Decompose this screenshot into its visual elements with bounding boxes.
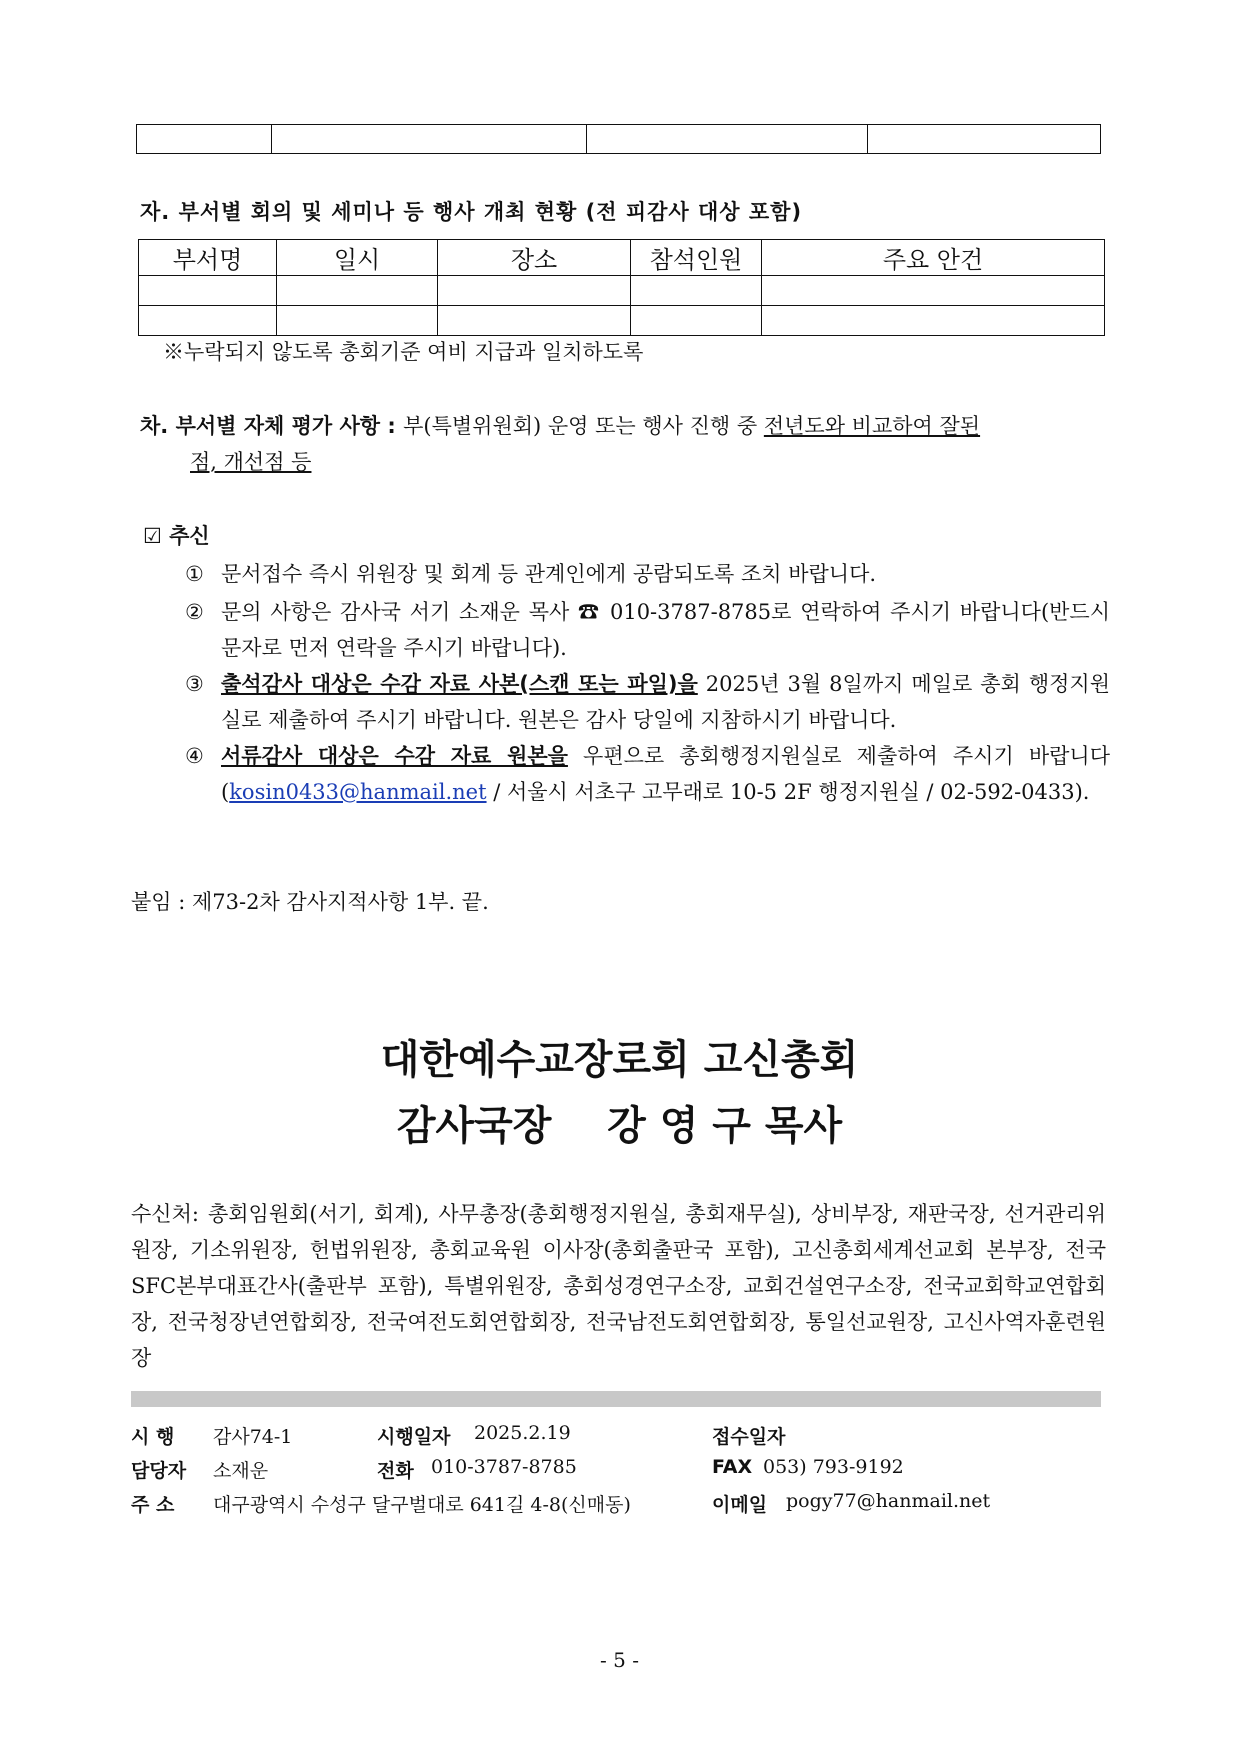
fax-label: FAX bbox=[712, 1456, 753, 1478]
header-agenda: 주요 안건 bbox=[762, 240, 1105, 276]
table-row bbox=[137, 125, 1101, 154]
section-ja-title: 자. 부서별 회의 및 세미나 등 행사 개최 현황 (전 피감사 대상 포함) bbox=[140, 200, 803, 224]
header-dept: 부서명 bbox=[139, 240, 277, 276]
section-cha-title: 차. 부서별 자체 평가 사항 bbox=[140, 414, 381, 438]
chusin-item: ① 문서접수 즉시 위원장 및 회계 등 관계인에게 공람되도록 조치 바랍니다. bbox=[185, 562, 877, 586]
page-number: - 5 - bbox=[600, 1648, 639, 1672]
section-cha-underlined: 전년도와 비교하여 잘된 bbox=[763, 414, 981, 438]
chusin-heading: ☑ 추신 bbox=[143, 524, 210, 548]
signer-title: 감사국장 강 영 구 목사 bbox=[396, 1103, 843, 1149]
phone-label: 전화 bbox=[377, 1460, 414, 1482]
event-table bbox=[138, 239, 1105, 336]
sihaeng-date-value: 2025.2.19 bbox=[474, 1422, 571, 1444]
section-ja-note: ※누락되지 않도록 총회기준 여비 지급과 일치하도록 bbox=[163, 340, 644, 364]
table-row bbox=[139, 276, 1105, 306]
fax-value: 053) 793-9192 bbox=[763, 1456, 904, 1478]
phone-value: 010-3787-8785 bbox=[431, 1456, 577, 1478]
org-title: 대한예수교장로회 고신총회 bbox=[380, 1037, 859, 1083]
recipients: 수신처: 총회임원회(서기, 회계), 사무총장(총회행정지원실, 총회재무실), 상비부장, 재판국장, 선거관리위원장, 기소위원장, 헌법위원장, 총회교육원 이사장(총회출판국 포함), 고신총회세계선교회 본부장, 전국SFC본부대표간사(출판부 포함), 특별위원장, 총회성경연구소장, 교회건설연구소장, 전국교회학교연합회장, 전국청장년연합회장, 전국여전도회연합회장, 전국남전도회연합회장, 통일선교원장, 고신사역자훈련원장 bbox=[131, 1202, 1106, 1370]
section-cha-underlined-2: 점, 개선점 등 bbox=[190, 450, 312, 474]
address-value: 대구광역시 수성구 달구벌대로 641길 4-8(신매동) bbox=[213, 1494, 631, 1516]
table-row bbox=[139, 306, 1105, 336]
table-header-row bbox=[139, 240, 1105, 276]
table-cell bbox=[868, 125, 1101, 154]
chusin-item: ④ 서류감사 대상은 수감 자료 원본을 우편으로 총회행정지원실로 제출하여 주시기 바랍니다(kosin0433@hanmail.net / 서울시 서초구 고무래로 10-5 2F 행정지원실 / 02-592-0433). bbox=[185, 744, 1110, 804]
sihaeng-label: 시 행 bbox=[131, 1426, 175, 1448]
header-attendees: 참석인원 bbox=[631, 240, 762, 276]
email-value: pogy77@hanmail.net bbox=[786, 1490, 991, 1512]
manager-label: 담당자 bbox=[131, 1460, 187, 1482]
table-cell bbox=[272, 125, 587, 154]
jeopsu-label: 접수일자 bbox=[712, 1426, 786, 1448]
chusin-item: ② 문의 사항은 감사국 서기 소재운 목사 ☎ 010-3787-8785로 연락하여 주시기 바랍니다(반드시 문자로 먼저 연락을 주시기 바랍니다). bbox=[185, 600, 1110, 660]
header-place: 장소 bbox=[438, 240, 631, 276]
header-date: 일시 bbox=[277, 240, 438, 276]
top-table bbox=[136, 124, 1101, 154]
table-cell bbox=[587, 125, 868, 154]
email-link[interactable]: kosin0433@hanmail.net bbox=[229, 780, 487, 804]
sihaeng-value: 감사74-1 bbox=[213, 1426, 293, 1448]
sihaeng-date-label: 시행일자 bbox=[377, 1426, 451, 1448]
footer-info bbox=[131, 1422, 1111, 1542]
footer-divider bbox=[131, 1391, 1101, 1407]
chusin-item: ③ 출석감사 대상은 수감 자료 사본(스캔 또는 파일)을 2025년 3월 8일까지 메일로 총회 행정지원실로 제출하여 주시기 바랍니다. 원본은 감사 당일에 지참하시기 바랍니다. bbox=[185, 672, 1110, 732]
section-cha: 차. 부서별 자체 평가 사항 : 부(특별위원회) 운영 또는 행사 진행 중 전년도와 비교하여 잘된 점, 개선점 등 bbox=[140, 414, 981, 474]
email-label: 이메일 bbox=[712, 1494, 768, 1516]
manager-value: 소재운 bbox=[213, 1460, 269, 1482]
table-cell bbox=[137, 125, 272, 154]
attachment-line: 붙임 : 제73-2차 감사지적사항 1부. 끝. bbox=[131, 890, 489, 914]
section-cha-text: 부(특별위원회) 운영 또는 행사 진행 중 bbox=[403, 414, 764, 438]
address-label: 주 소 bbox=[131, 1494, 175, 1516]
